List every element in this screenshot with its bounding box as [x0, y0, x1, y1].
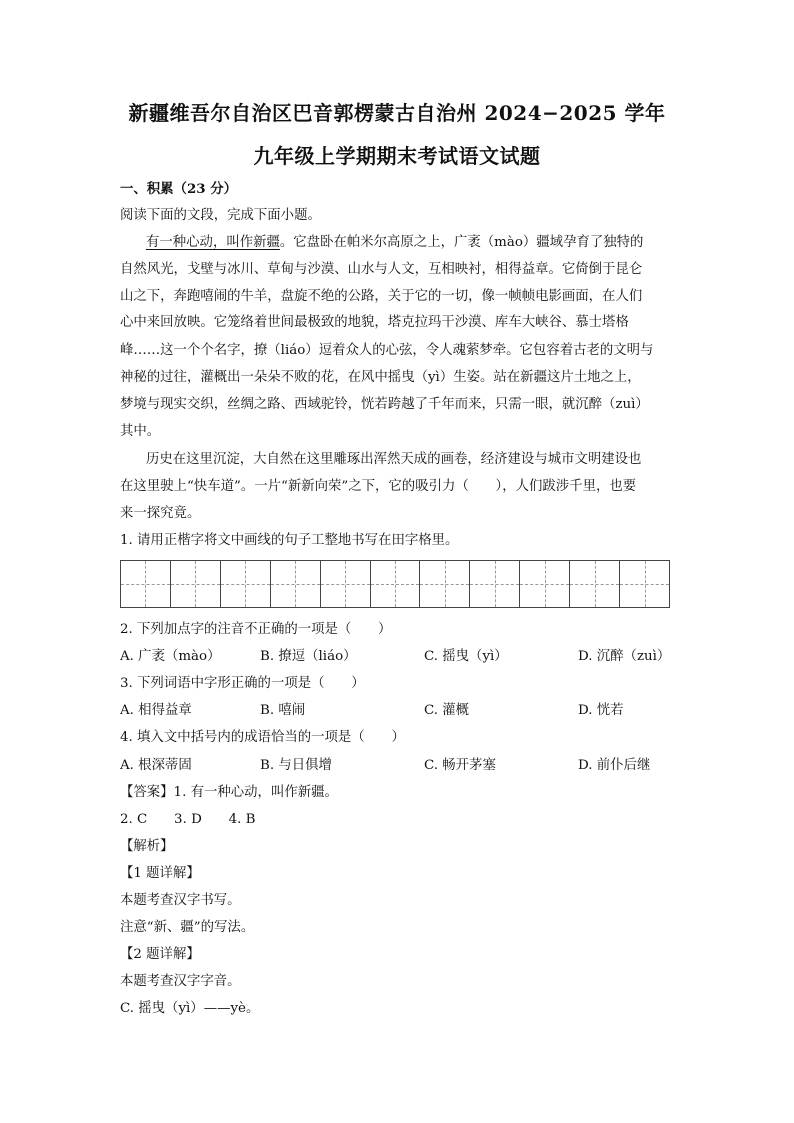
- passage-line: [146, 233, 676, 253]
- question-2: 2. 下列加点字的注音不正确的一项是（ ）: [120, 622, 392, 637]
- passage-line: 梦境与现实交织，丝绸之路、西域驼铃，恍若跨越了千年而来，只需一眼，就沉醉（zuì）: [120, 397, 649, 412]
- grid-cell[interactable]: [121, 561, 171, 607]
- passage-line: 山之下，奔跑嘻闹的牛羊，盘旋不绝的公路，关于它的一切，像一帧帧电影画面，在人们: [120, 289, 643, 304]
- grid-cell[interactable]: [171, 561, 221, 607]
- grid-cell[interactable]: [321, 561, 371, 607]
- underlined-sentence: 有一种心动，叫作新疆: [146, 235, 280, 250]
- answer-line: 2. C 3. D 4. B: [120, 812, 256, 827]
- analysis-text: 注意“新、疆”的写法。: [120, 920, 255, 935]
- passage-text: 。它盘卧在帕米尔高原之上，广袤（mào）疆域孕育了独特的: [279, 235, 644, 250]
- passage-line: 在这里驶上“快车道”。一片“新新向荣”之下，它的吸引力（ ），人们跋涉千里，也要: [120, 479, 637, 494]
- analysis-heading: 【解析】: [120, 839, 174, 854]
- q2-option-c: C. 摇曳（yì）: [424, 649, 508, 664]
- q2-detail-heading: 【2 题详解】: [120, 947, 200, 962]
- passage-line: 心中来回放映。它笼络着世间最极致的地貌，塔克拉玛干沙漠、库车大峡谷、慕士塔格: [120, 315, 629, 330]
- grid-cell[interactable]: [221, 561, 271, 607]
- q4-option-d: D. 前仆后继: [578, 758, 651, 773]
- grid-cell[interactable]: [570, 561, 620, 607]
- passage-line: 其中。: [120, 424, 161, 439]
- passage-line: 历史在这里沉淀，大自然在这里雕琢出浑然天成的画卷，经济建设与城市文明建设也: [146, 452, 642, 467]
- passage-line: 来一探究竟。: [120, 506, 201, 521]
- document-title: 新疆维吾尔自治区巴音郭楞蒙古自治州 2024−2025 学年: [128, 101, 666, 125]
- question-4: 4. 填入文中括号内的成语恰当的一项是（ ）: [120, 730, 405, 745]
- question-3: 3. 下列词语中字形正确的一项是（ ）: [120, 676, 365, 691]
- q3-option-a: A. 相得益章: [120, 703, 192, 718]
- q2-option-d: D. 沉醉（zuì）: [578, 649, 671, 664]
- grid-cell[interactable]: [271, 561, 321, 607]
- grid-cell[interactable]: [371, 561, 421, 607]
- question-1: 1. 请用正楷字将文中画线的句子工整地书写在田字格里。: [120, 533, 459, 548]
- grid-cell[interactable]: [420, 561, 470, 607]
- section-heading: 一、积累（23 分）: [120, 181, 238, 197]
- instruction-text: 阅读下面的文段，完成下面小题。: [120, 208, 321, 223]
- q3-option-d: D. 恍若: [578, 703, 624, 718]
- grid-cell[interactable]: [620, 561, 669, 607]
- tian-zi-grid[interactable]: [120, 560, 670, 608]
- q3-option-c: C. 灌概: [424, 703, 470, 718]
- document-subtitle: 九年级上学期期末考试语文试题: [253, 144, 541, 168]
- answer-line: 【答案】1. 有一种心动，叫作新疆。: [120, 785, 338, 800]
- grid-cell[interactable]: [470, 561, 520, 607]
- grid-cell[interactable]: [520, 561, 570, 607]
- analysis-text: 本题考查汉字书写。: [120, 893, 241, 908]
- q2-option-a: A. 广袤（mào）: [120, 649, 221, 664]
- q4-option-b: B. 与日俱增: [260, 758, 332, 773]
- q3-option-b: B. 嘻闹: [260, 703, 306, 718]
- passage-line: 自然风光，戈壁与冰川、草甸与沙漠、山水与人文，互相映衬，相得益章。它倚倒于昆仑: [120, 262, 643, 277]
- q4-option-c: C. 畅开茅塞: [424, 758, 496, 773]
- analysis-text: 本题考查汉字字音。: [120, 974, 241, 989]
- q1-detail-heading: 【1 题详解】: [120, 866, 200, 881]
- passage-line: 峰……这一个个名字，撩（liáo）逗着众人的心弦，令人魂萦梦牵。它包容着古老的文明与: [120, 343, 654, 358]
- passage-line: 神秘的过往，灌概出一朵朵不败的花，在风中摇曳（yì）生姿。站在新疆这片土地之上，: [120, 370, 641, 385]
- q2-option-b: B. 撩逗（liáo）: [260, 649, 357, 664]
- q4-option-a: A. 根深蒂固: [120, 758, 192, 773]
- analysis-text: C. 摇曳（yì）——yè。: [120, 1001, 260, 1016]
